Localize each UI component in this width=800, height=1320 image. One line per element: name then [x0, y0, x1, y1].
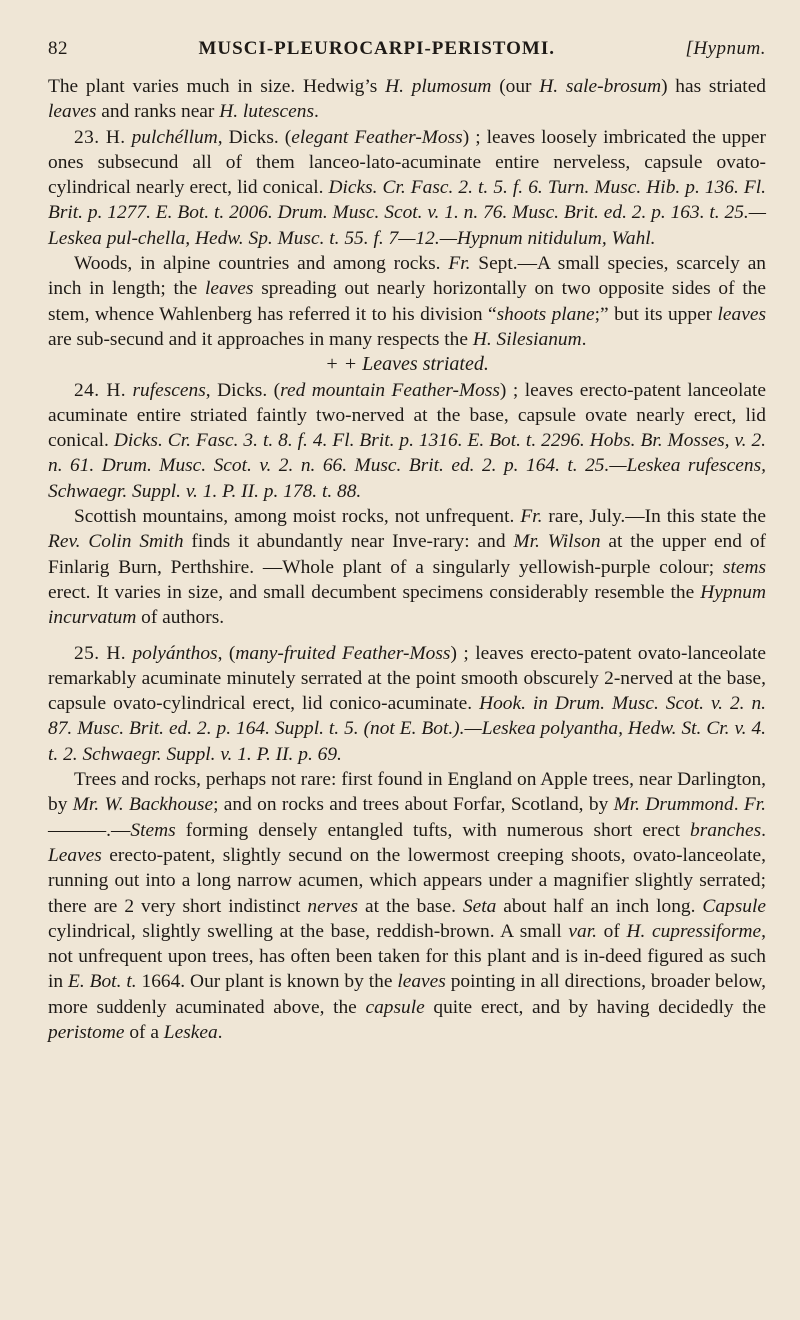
species-23-habitat: Woods, in alpine countries and among rocks. Fr. Sept.—A small species, scarcely an inch in length; the leaves spreading out nearly horizontally on two opposite sides of the stem, whence Wahlenberg has referred it to his division “shoots plane;” but its upper leaves are sub-secund and it approaches in many respects the H. Silesianum.	[48, 253, 767, 350]
species-24-habitat: Scottish mountains, among moist rocks, not unfrequent. Fr. rare, July.—In this state the Rev. Colin Smith finds it abundantly near Inve-rary: and Mr. Wilson at the upper end of Finlarig Burn, Perthshire. —Whole plant of a singularly yellowish-purple colour; stems erect. It varies in size, and small decumbent specimens considerably resemble the Hypnum incurvatum of authors.	[48, 506, 766, 629]
species-23-description: 23. H. pulchéllum, Dicks. (elegant Feather-Moss) ; leaves loosely imbricated the upper ones subsecund all of them lanceo-lato-acuminate entire nerveless, capsule ovato-cylindrical nearly erect, lid conical. Dicks. Cr. Fasc. 2. t. 5. f. 6. Turn. Musc. Hib. p. 136. Fl. Brit. p. 1277. E. Bot. t. 2006. Drum. Musc. Scot. v. 1. n. 76. Musc. Brit. ed. 2. p. 163. t. 25.—Leskea pul-chella, Hedw. Sp. Musc. t. 55. f. 7—12.—Hypnum nitidulum, Wahl.	[48, 126, 766, 249]
paragraph-intro: The plant varies much in size. Hedwig’s H. plumosum (our H. sale-brosum) has striated leaves and ranks near H. lutescens.	[48, 76, 766, 123]
running-genus: [Hypnum.	[685, 38, 766, 59]
species-24-description: 24. H. rufescens, Dicks. (red mountain Feather-Moss) ; leaves erecto-patent lanceolate acuminate entire striated faintly two-nerved at the base, capsule ovate nearly erect, lid conical. Dicks. Cr. Fasc. 3. t. 8. f. 4. Fl. Brit. p. 1316. E. Bot. t. 2296. Hobs. Br. Mosses, v. 2. n. 61. Drum. Musc. Scot. v. 2. n. 66. Musc. Brit. ed. 2. p. 164. t. 25.—Leskea rufescens, Schwaegr. Suppl. v. 1. P. II. p. 178. t. 88.	[48, 379, 766, 502]
page-body	[48, 74, 766, 1045]
species-25-habitat: Trees and rocks, perhaps not rare: first found in England on Apple trees, near Darlington, by Mr. W. Backhouse; and on rocks and trees about Forfar, Scotland, by Mr. Drummond. Fr. ———.—Stems forming densely entangled tufts, with numerous short erect branches. Leaves erecto-patent, slightly secund on the lowermost creeping shoots, ovato-lanceolate, running out into a long narrow acumen, which appears under a magnifier slightly serrated; there are 2 very short indistinct nerves at the base. Seta about half an inch long. Capsule cylindrical, slightly swelling at the base, reddish-brown. A small var. of H. cupressiforme, not unfrequent upon trees, has often been taken for this plant and is in-deed figured as such in E. Bot. t. 1664. Our plant is known by the leaves pointing in all directions, broader below, more suddenly acuminated above, the capsule quite erect, and by having decidedly the peristome of a Leskea.	[48, 769, 766, 1043]
page-number: 82	[48, 38, 68, 59]
species-25-description: 25. H. polyánthos, (many-fruited Feather-Moss) ; leaves erecto-patent ovato-lanceolate remarkably acuminate minutely serrated at the point smooth obscurely 2-nerved at the base, capsule ovato-cylindrical erect, lid conico-acuminate. Hook. in Drum. Musc. Scot. v. 2. n. 87. Musc. Brit. ed. 2. p. 164. Suppl. t. 5. (not E. Bot.).—Leskea polyantha, Hedw. St. Cr. v. 4. t. 2. Schwaegr. Suppl. v. 1. P. II. p. 69.	[48, 642, 767, 765]
page-header	[48, 38, 766, 60]
section-heading: + + Leaves striated.	[325, 353, 489, 376]
running-title: MUSCI-PLEUROCARPI-PERISTOMI.	[198, 38, 555, 59]
